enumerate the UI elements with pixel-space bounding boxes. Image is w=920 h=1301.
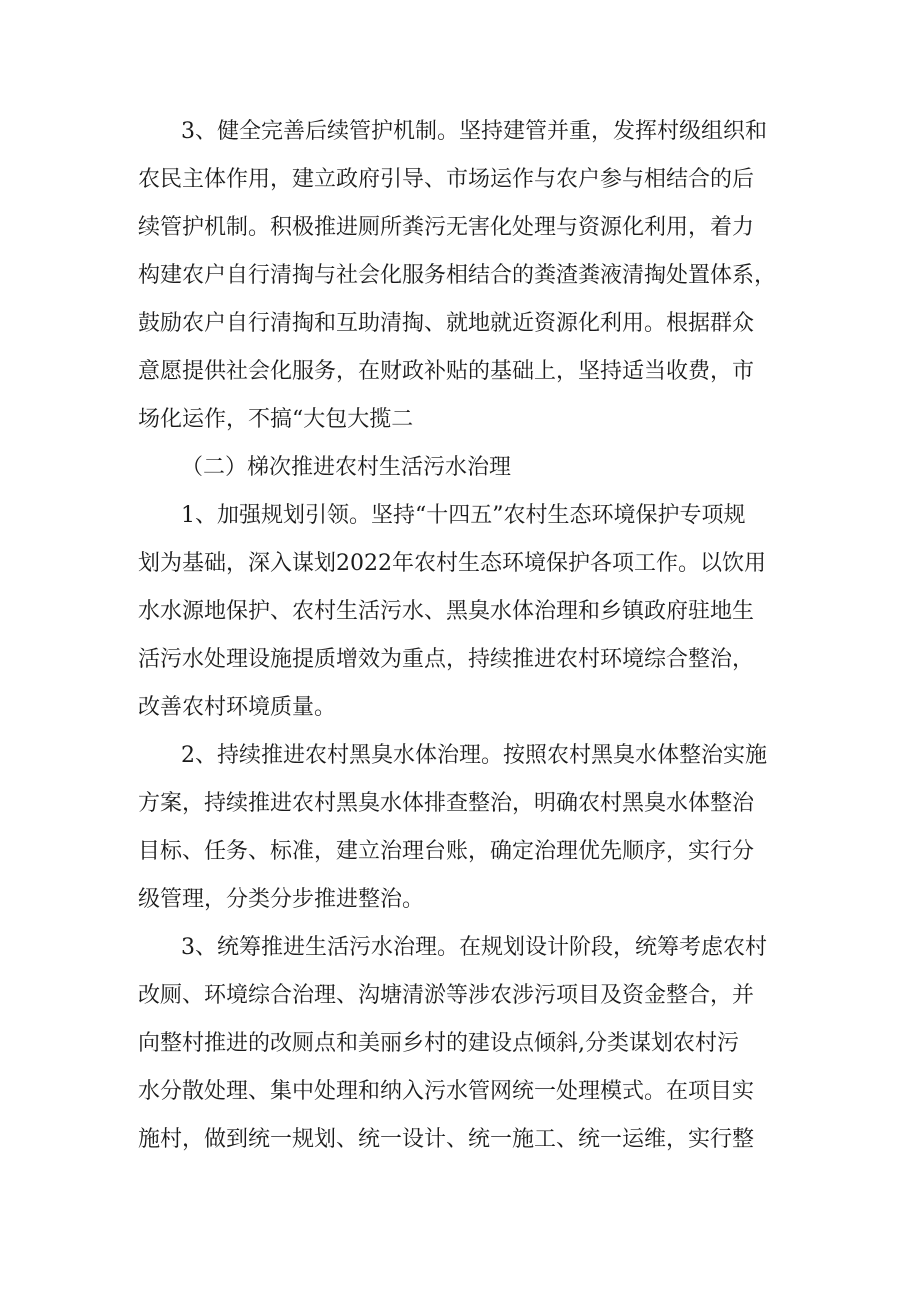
text-line: 活污水处理设施提质增效为重点，持续推进农村环境综合整治， (138, 647, 755, 672)
text-line: 施村，做到统一规划、统一设计、统一施工、统一运维，实行整 (138, 1127, 755, 1152)
text-line: 水分散处理、集中处理和纳入污水管网统一处理模式。在项目实 (138, 1079, 755, 1104)
text-line: 农民主体作用，建立政府引导、市场运作与农户参与相结合的后 (138, 167, 755, 192)
text-line: 意愿提供社会化服务，在财政补贴的基础上，坚持适当收费，市 (138, 359, 755, 384)
text-line: 方案，持续推进农村黑臭水体排查整治，明确农村黑臭水体整治 (138, 791, 755, 816)
text-line: 划为基础，深入谋划2022年农村生态环境保护各项工作。以饮用 (138, 551, 766, 576)
text-line: 1、加强规划引领。坚持“十四五”农村生态环境保护专项规 (181, 503, 746, 528)
text-line: 场化运作，不搞“大包大揽二 (138, 407, 414, 432)
text-line: 改厕、环境综合治理、沟塘清淤等涉农涉污项目及资金整合，并 (138, 983, 755, 1008)
text-line: 水水源地保护、农村生活污水、黑臭水体治理和乡镇政府驻地生 (138, 599, 755, 624)
text-line: 级管理，分类分步推进整治。 (138, 887, 425, 912)
text-line: 续管护机制。积极推进厕所粪污无害化处理与资源化利用，着力 (138, 215, 755, 240)
text-line: 3、健全完善后续管护机制。坚持建管并重，发挥村级组织和 (181, 119, 767, 144)
text-line: 改善农村环境质量。 (138, 695, 337, 720)
text-line: 鼓励农户自行清掏和互助清掏、就地就近资源化利用。根据群众 (138, 311, 755, 336)
text-line: 2、持续推进农村黑臭水体治理。按照农村黑臭水体整治实施 (181, 743, 767, 768)
section-heading: （二）梯次推进农村生活污水治理 (181, 455, 512, 480)
text-line: 构建农户自行清掏与社会化服务相结合的粪渣粪液清掏处置体系， (138, 263, 777, 288)
text-line: 向整村推进的改厕点和美丽乡村的建设点倾斜,分类谋划农村污 (138, 1031, 739, 1056)
text-line: 3、统筹推进生活污水治理。在规划设计阶段，统筹考虑农村 (181, 935, 767, 960)
text-line: 目标、任务、标准，建立治理台账，确定治理优先顺序，实行分 (138, 839, 755, 864)
